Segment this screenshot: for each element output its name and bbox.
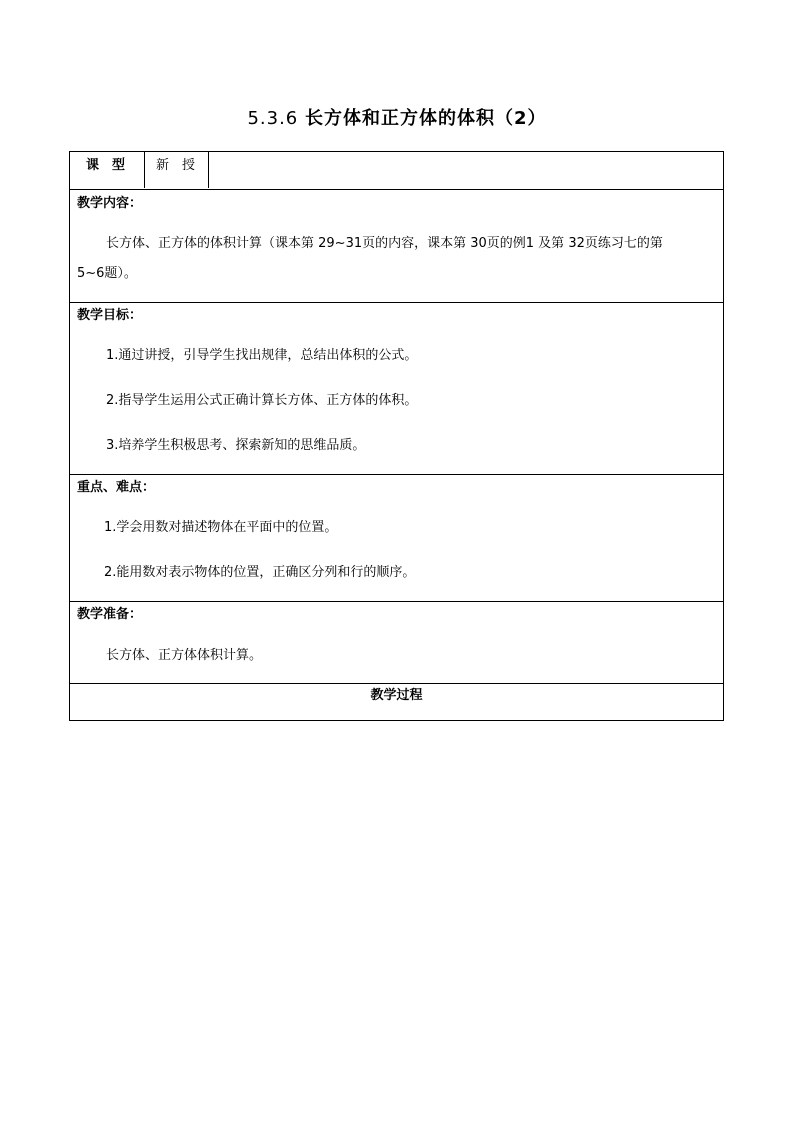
divider: [208, 152, 209, 188]
prep-label: 教学准备：: [77, 607, 143, 622]
keypoints-label: 重点、难点：: [77, 480, 156, 495]
goal-item: 1.通过讲授，引导学生找出规律，总结出体积的公式。: [106, 348, 418, 363]
keypoint-item: 2.能用数对表示物体的位置，正确区分列和行的顺序。: [104, 565, 416, 580]
title-text: 长方体和正方体的体积（2）: [305, 108, 547, 129]
title-number: 5.3.6: [247, 108, 299, 129]
goal-item: 2.指导学生运用公式正确计算长方体、正方体的体积。: [106, 393, 418, 408]
content-line-1: 长方体、正方体的体积计算（课本第 29~31页的内容，课本第 30页的例1 及第 32页练习七的第: [106, 236, 663, 251]
divider: [70, 474, 723, 475]
course-type-label: 课 型: [86, 158, 126, 173]
divider: [70, 601, 723, 602]
process-label: 教学过程: [370, 688, 423, 703]
divider: [70, 683, 723, 684]
page-title: [0, 104, 794, 130]
divider: [144, 152, 145, 188]
divider: [70, 189, 723, 190]
prep-text: 长方体、正方体体积计算。: [106, 648, 263, 663]
content-line-2: 5~6题）。: [77, 266, 137, 281]
lesson-table: [69, 151, 724, 721]
content-label: 教学内容：: [77, 196, 143, 211]
divider: [70, 302, 723, 303]
course-type-value: 新 授: [156, 158, 196, 173]
goals-label: 教学目标：: [77, 308, 143, 323]
goal-item: 3.培养学生积极思考、探索新知的思维品质。: [106, 438, 366, 453]
keypoint-item: 1.学会用数对描述物体在平面中的位置。: [104, 520, 338, 535]
